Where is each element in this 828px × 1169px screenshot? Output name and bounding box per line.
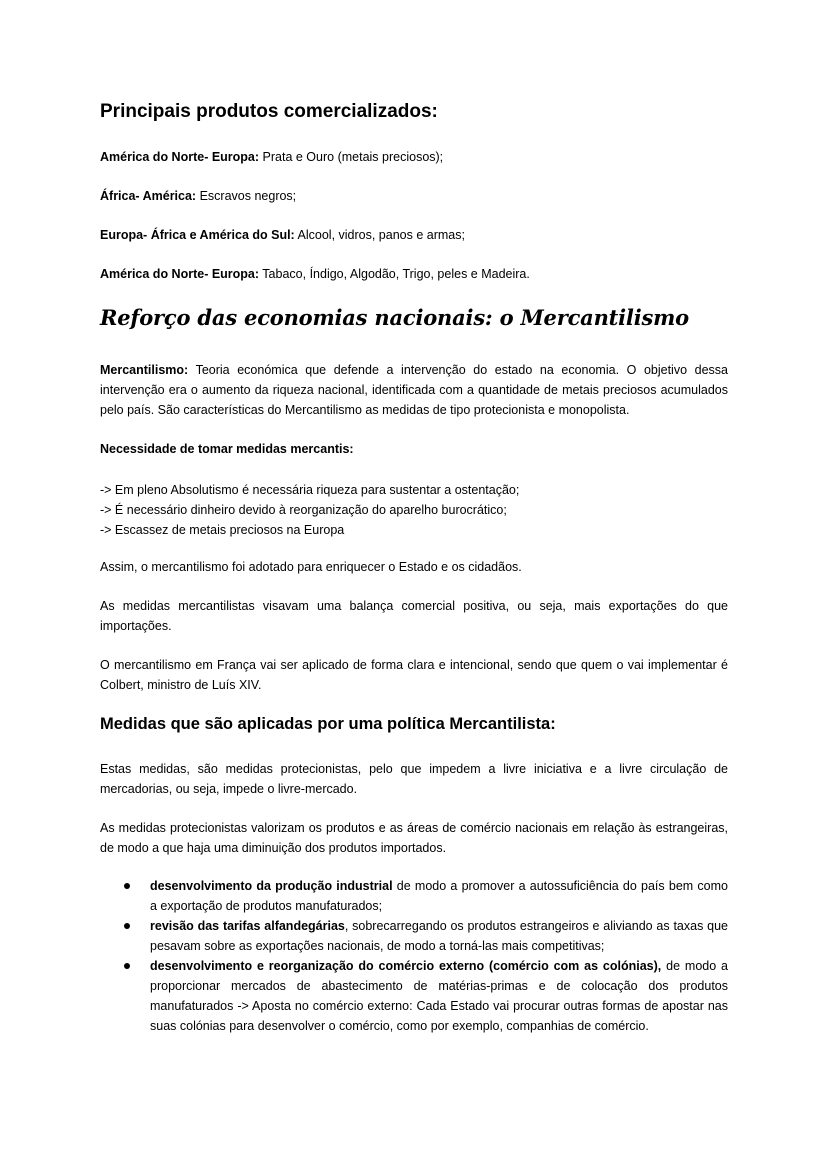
route-text: Tabaco, Índigo, Algodão, Trigo, peles e Madeira. bbox=[259, 267, 530, 281]
route-label: América do Norte- Europa: bbox=[100, 267, 260, 281]
paragraph-medidas: As medidas mercantilistas visavam uma balança comercial positiva, ou seja, mais exportações do que importações. bbox=[100, 599, 728, 633]
route-text: Alcool, vidros, panos e armas; bbox=[294, 228, 465, 242]
bullet-text: de modo a proporcionar mercados de abastecimento de matérias-primas e de colocação dos produtos manufaturados -> Aposta no comércio externo: Cada Estado vai procurar outras formas de apostar nas suas colónias para desenvolver o comércio, como por exemplo, companhias de comércio. bbox=[150, 959, 728, 1033]
route-text: Prata e Ouro (metais preciosos); bbox=[259, 150, 444, 164]
heading-principais-produtos: Principais produtos comercializados: bbox=[100, 101, 438, 122]
bullet-text: de modo a promover a autossuficiência do país bem como a exportação de produtos manufaturados; bbox=[150, 879, 728, 913]
route-line bbox=[100, 267, 530, 281]
necessity-list bbox=[100, 480, 519, 540]
route-label: Europa- África e América do Sul: bbox=[100, 228, 295, 242]
bullet-bold: desenvolvimento e reorganização do comércio externo (comércio com as colónias), bbox=[150, 959, 662, 973]
measures-bullet-list bbox=[124, 876, 728, 1036]
bullet-bold: desenvolvimento da produção industrial bbox=[150, 879, 393, 893]
route-text: Escravos negros; bbox=[196, 189, 297, 203]
paragraph-protecionistas-2: As medidas protecionistas valorizam os produtos e as áreas de comércio nacionais em relação às estrangeiras, de modo a que haja uma diminuição dos produtos importados. bbox=[100, 821, 728, 855]
paragraph-assim: Assim, o mercantilismo foi adotado para enriquecer o Estado e os cidadãos. bbox=[100, 560, 522, 574]
bullet-icon bbox=[124, 963, 130, 969]
bullet-icon bbox=[124, 883, 130, 889]
heading-medidas: Medidas que são aplicadas por uma política Mercantilista: bbox=[100, 715, 556, 733]
paragraph-protecionistas-1: Estas medidas, são medidas protecionistas, pelo que impedem a livre iniciativa e a livre circulação de mercadorias, ou seja, impede o livre-mercado. bbox=[100, 762, 728, 796]
route-label: África- América: bbox=[100, 189, 197, 203]
list-item bbox=[124, 956, 728, 1036]
definition-text: Teoria económica que defende a intervenção do estado na economia. O objetivo dessa intervenção era o aumento da riqueza nacional, identificada com a quantidade de metais preciosos acumulados pelo país. São características do Mercantilismo as medidas de tipo protecionista e monopolista. bbox=[100, 363, 728, 417]
route-label: América do Norte- Europa: bbox=[100, 150, 260, 164]
route-line bbox=[100, 189, 296, 203]
paragraph-definition bbox=[100, 360, 728, 420]
heading-mercantilismo: Reforço das economias nacionais: o Mercantilismo bbox=[100, 305, 689, 330]
list-item: -> É necessário dinheiro devido à reorganização do aparelho burocrático; bbox=[100, 503, 507, 517]
necessity-title: Necessidade de tomar medidas mercantis: bbox=[100, 442, 354, 456]
definition-term: Mercantilismo: bbox=[100, 363, 189, 377]
bullet-bold: revisão das tarifas alfandegárias bbox=[150, 919, 345, 933]
list-item bbox=[124, 916, 728, 956]
list-item: -> Escassez de metais preciosos na Europa bbox=[100, 523, 345, 537]
list-item bbox=[124, 876, 728, 916]
list-item: -> Em pleno Absolutismo é necessária riqueza para sustentar a ostentação; bbox=[100, 483, 520, 497]
bullet-text: , sobrecarregando os produtos estrangeiros e aliviando as taxas que pesavam sobre as exportações nacionais, de modo a torná-las mais competitivas; bbox=[150, 919, 728, 953]
bullet-icon bbox=[124, 923, 130, 929]
paragraph-franca: O mercantilismo em França vai ser aplicado de forma clara e intencional, sendo que quem o vai implementar é Colbert, ministro de Luís XIV. bbox=[100, 658, 728, 692]
route-line bbox=[100, 150, 443, 164]
route-line bbox=[100, 228, 465, 242]
